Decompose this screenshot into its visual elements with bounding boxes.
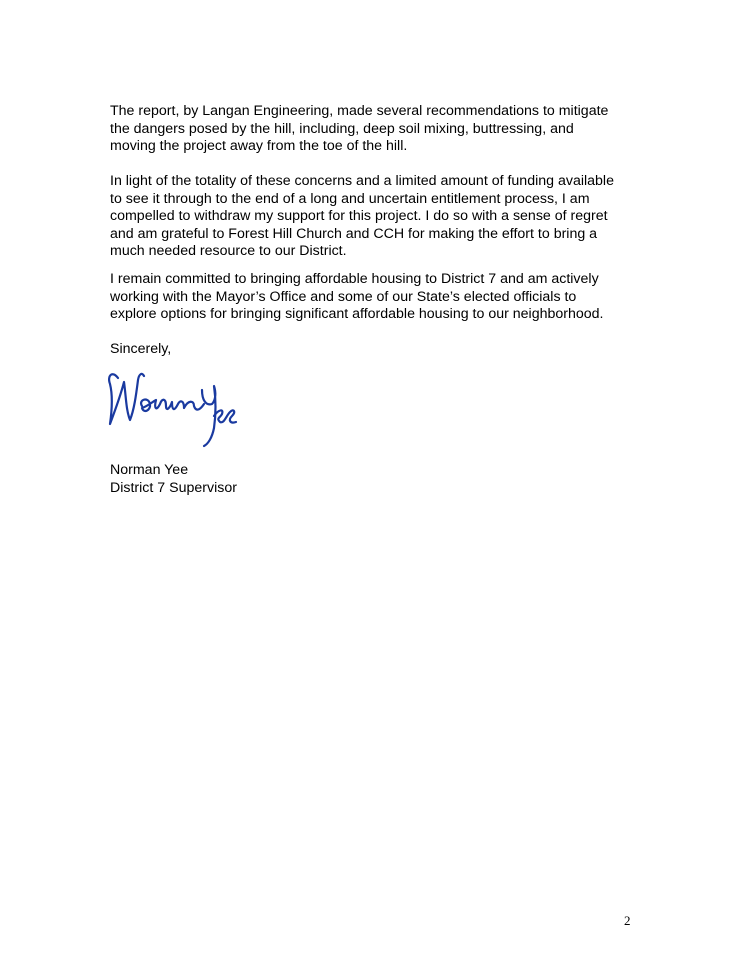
paragraph-line: The report, by Langan Engineering, made several recommendations to mitigate xyxy=(110,103,609,119)
paragraph-line: In light of the totality of these concerns and a limited amount of funding available xyxy=(110,173,614,189)
paragraph-line: compelled to withdraw my support for this project. I do so with a sense of regret xyxy=(110,208,608,224)
paragraph-withdraw-support xyxy=(110,173,650,261)
paragraph-line: and am grateful to Forest Hill Church and CCH for making the effort to bring a xyxy=(110,225,598,242)
paragraph-line: much needed resource to our District. xyxy=(110,243,347,259)
paragraph-line: moving the project away from the toe of the hill. xyxy=(110,138,408,154)
signer-name: Norman Yee xyxy=(110,462,189,478)
paragraph-commitment xyxy=(110,271,650,324)
handwritten-signature xyxy=(104,366,244,452)
signature-stroke xyxy=(214,410,236,422)
paragraph-line: I remain committed to bringing affordable housing to District 7 and am actively xyxy=(110,271,599,287)
paragraph-line: working with the Mayor’s Office and some of our State’s elected officials to xyxy=(110,288,577,305)
paragraph-line: the dangers posed by the hill, including, deep soil mixing, buttressing, and xyxy=(110,120,574,137)
signer-block xyxy=(110,462,650,497)
signature-stroke xyxy=(141,400,204,411)
paragraph-line: explore options for bringing significant affordable housing to our neighborhood. xyxy=(110,306,604,322)
signer-title: District 7 Supervisor xyxy=(110,479,237,496)
paragraph-line: to see it through to the end of a long and uncertain entitlement process, I am xyxy=(110,190,590,207)
signature-stroke xyxy=(109,374,144,424)
closing-salutation: Sincerely, xyxy=(110,341,172,357)
page-number: 2 xyxy=(624,913,631,928)
paragraph-recommendations xyxy=(110,103,650,156)
